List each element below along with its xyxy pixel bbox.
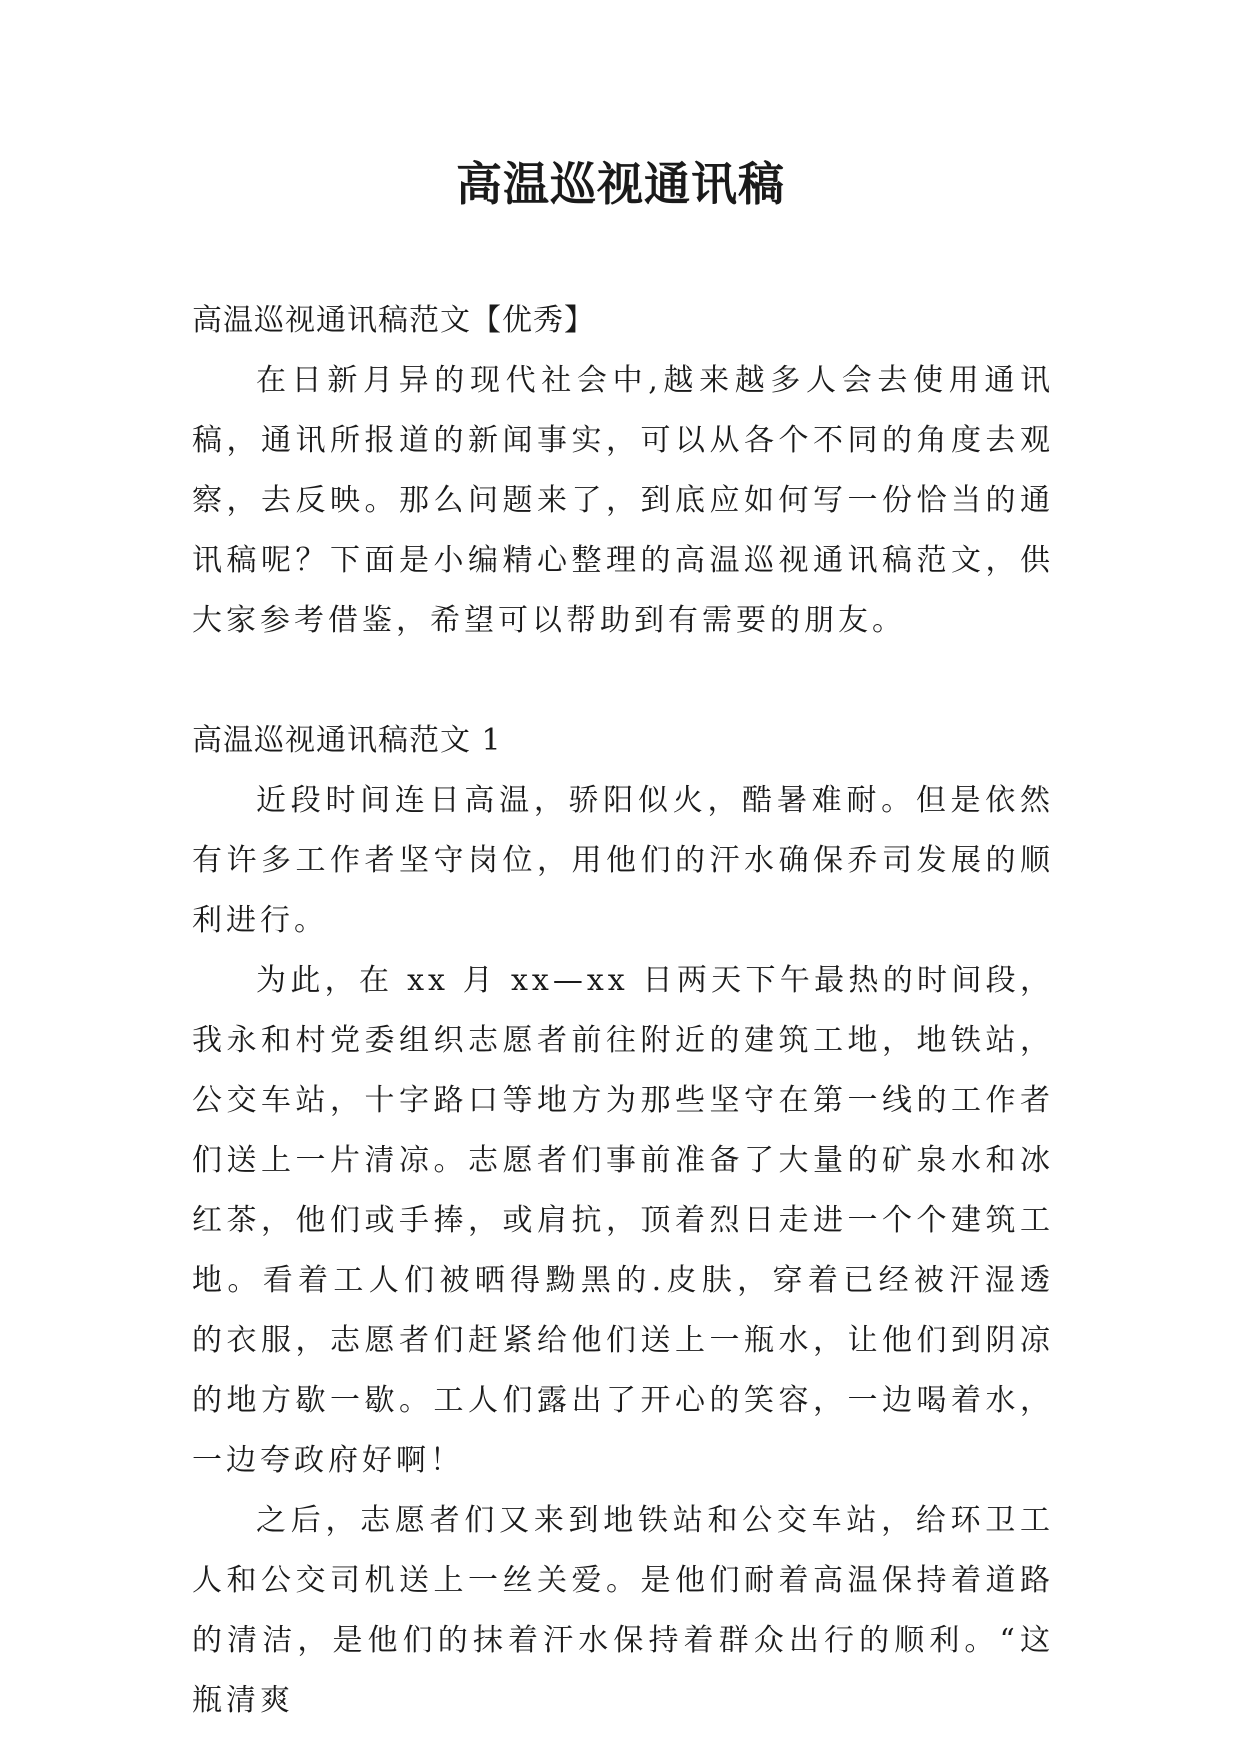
document-title: 高温巡视通讯稿 [456,157,785,211]
intro-paragraph: 在日新月异的现代社会中,越来越多人会去使用通讯稿，通讯所报道的新闻事实，可以从各个不同的角度去观察，去反映。那么问题来了，到底应如何写一份恰当的通讯稿呢？下面是小编精心整理的高温巡视通讯稿范文，供大家参考借鉴，希望可以帮助到有需要的朋友。 [192,363,1054,638]
section1-paragraph-2: 为此，在 xx 月 xx—xx 日两天下午最热的时间段，我永和村党委组织志愿者前往附近的建筑工地，地铁站，公交车站，十字路口等地方为那些坚守在第一线的工作者们送上一片清凉。志愿者们事前准备了大量的矿泉水和冰红茶，他们或手捧，或肩抗，顶着烈日走进一个个建筑工地。看着工人们被晒得黝黑的.皮肤，穿着已经被汗湿透的衣服，志愿者们赶紧给他们送上一瓶水，让他们到阴凉的地方歇一歇。工人们露出了开心的笑容，一边喝着水，一边夸政府好啊！ [192,963,1054,1478]
intro-heading: 高温巡视通讯稿范文【优秀】 [192,303,595,338]
section1-paragraph-3: 之后，志愿者们又来到地铁站和公交车站，给环卫工人和公交司机送上一丝关爱。是他们耐着高温保持着道路的清洁，是他们的抹着汗水保持着群众出行的顺利。“这瓶清爽 [192,1503,1054,1718]
section1-paragraph-1: 近段时间连日高温，骄阳似火，酷暑难耐。但是依然有许多工作者坚守岗位，用他们的汗水确保乔司发展的顺利进行。 [192,783,1054,938]
document-body [192,291,1054,1731]
section1-heading: 高温巡视通讯稿范文 1 [192,723,502,758]
section-spacer [192,651,1054,711]
